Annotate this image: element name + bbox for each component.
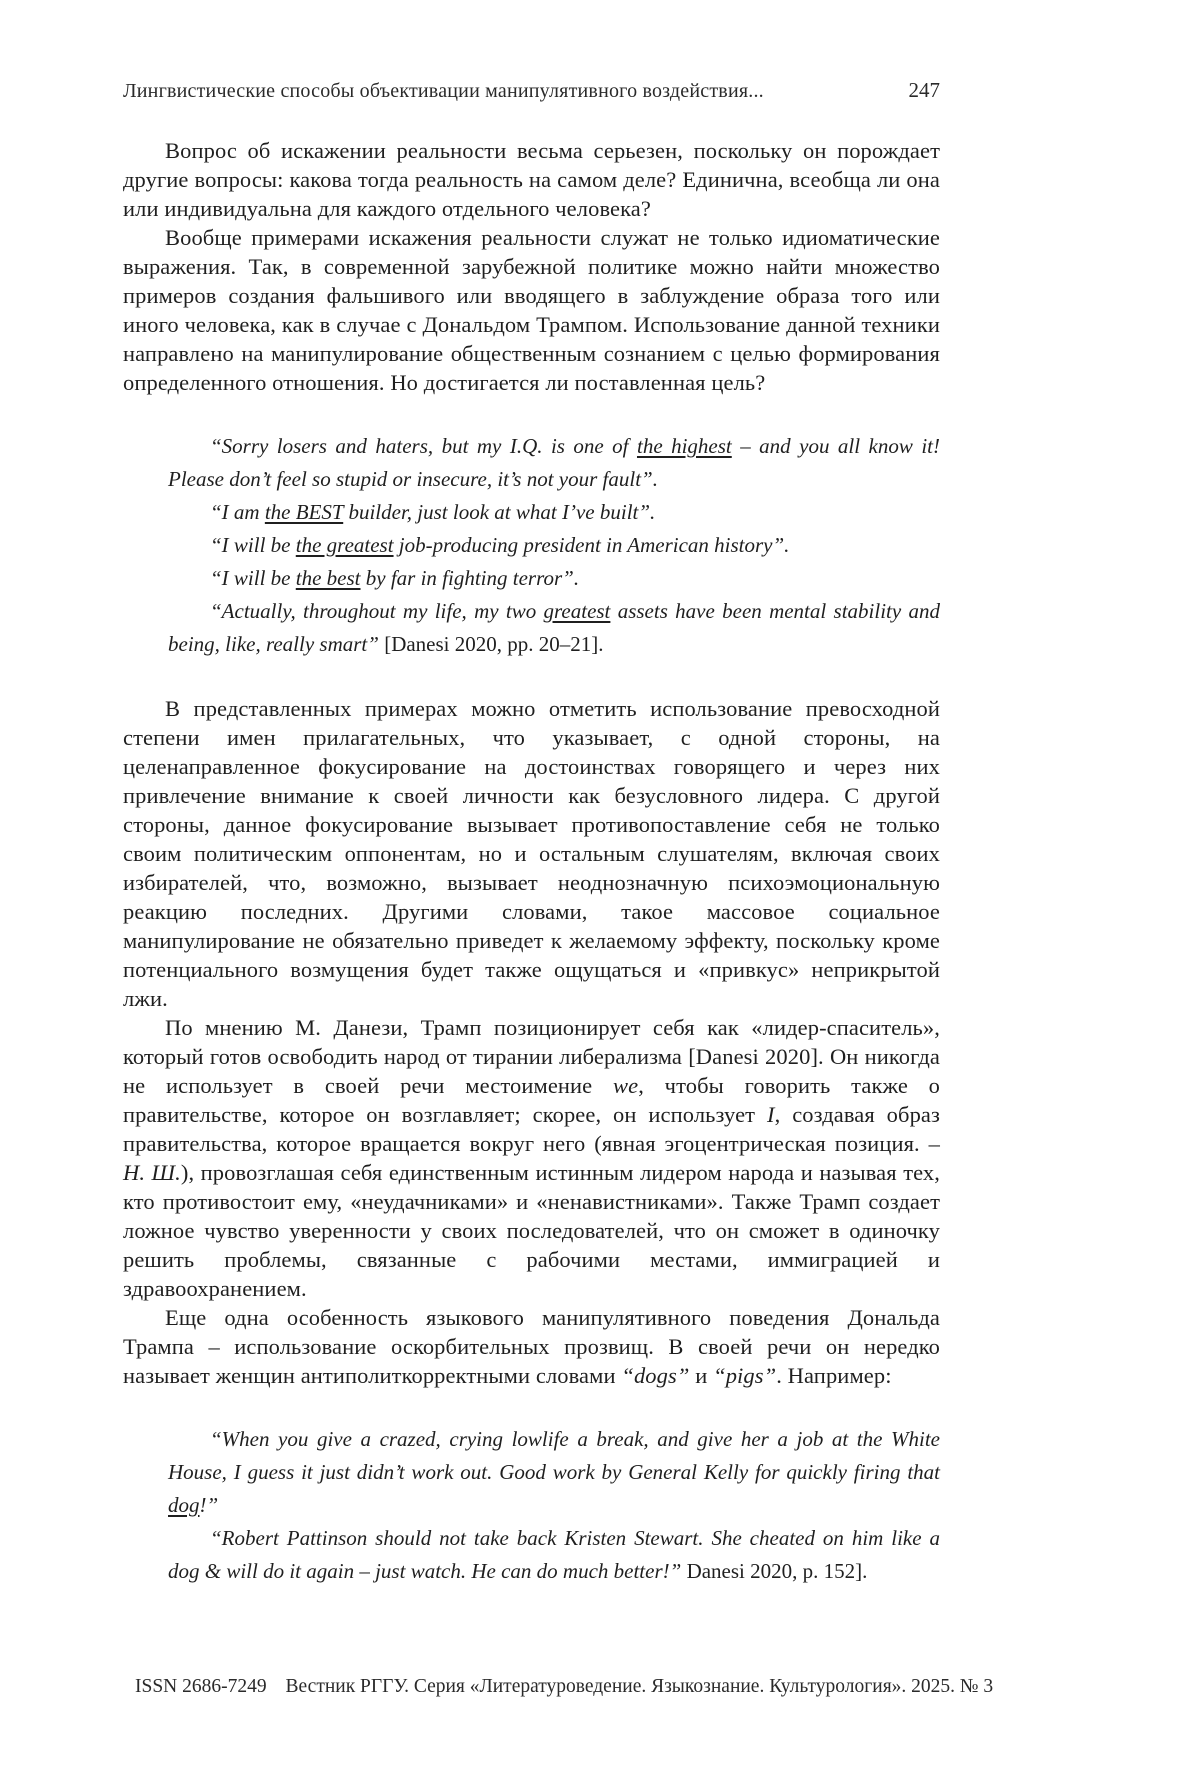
quote-paragraph bbox=[168, 595, 940, 661]
text-segment: – and you all know it! Please don’t feel so stupid or insecure, it’s not your fault”. bbox=[168, 434, 940, 491]
body-paragraph bbox=[123, 223, 940, 397]
page-footer bbox=[135, 1676, 1065, 1698]
quote-paragraph bbox=[168, 430, 940, 496]
text-segment: “I will be bbox=[210, 566, 296, 590]
text-segment: “pigs” bbox=[713, 1363, 777, 1388]
text-segment: [Danesi 2020, pp. 20–21]. bbox=[378, 632, 604, 656]
text-segment: Еще одна особенность языкового манипулятивного поведения Дональда Трампа – использование оскорбительных прозвищ. В своей речи он нередко называет женщин антиполиткорректными словами bbox=[123, 1305, 940, 1388]
text-segment: “I am bbox=[210, 500, 265, 524]
quote-paragraph bbox=[168, 496, 940, 529]
text-segment: builder, just look at what I’ve built”. bbox=[343, 500, 656, 524]
text-segment: , создавая образ правительства, которое вращается вокруг него (явная эгоцентрическая позиция. – bbox=[123, 1102, 940, 1156]
text-segment: “I will be bbox=[210, 533, 296, 557]
footer-journal-line: Вестник РГГУ. Серия «Литературоведение. Языкознание. Культурология». 2025. № 3 bbox=[285, 1676, 994, 1697]
body-paragraph bbox=[123, 136, 940, 223]
body-paragraph bbox=[123, 1013, 940, 1303]
text-segment: и bbox=[689, 1363, 714, 1388]
text-segment: Danesi 2020, p. 152]. bbox=[681, 1559, 868, 1583]
text-segment: По мнению М. Данези, Трамп позиционирует себя как «лидер-спаситель», который готов освободить народ от тирании либерализма [Danesi 2020]. Он никогда не использует в своей речи местоимение bbox=[123, 1015, 940, 1098]
footer-issn: ISSN 2686-7249 bbox=[135, 1676, 267, 1697]
text-segment: dog bbox=[168, 1493, 200, 1517]
text-segment: В представленных примерах можно отметить использование превосходной степени имен прилагательных, что указывает, с одной стороны, на целенаправленное фокусирование на достоинствах говорящего и через них привлечение внимание к своей личности как безусловного лидера. С другой стороны, данное фокусирование вызывает противопоставление себя не только своим политическим оппонентам, но и остальным слушателям, включая своих избирателей, что, возможно, вызывает неоднозначную психоэмоциональную реакцию последних. Другими словами, такое массовое социальное манипулирование не обязательно приведет к желаемому эффекту, поскольку кроме потенциального возмущения будет также ощущаться и «привкус» неприкрытой лжи. bbox=[123, 696, 940, 1011]
body-paragraph bbox=[123, 694, 940, 1013]
text-segment: “dogs” bbox=[621, 1363, 690, 1388]
text-segment: “Sorry losers and haters, but my I.Q. is one of bbox=[210, 434, 637, 458]
text-segment: the BEST bbox=[264, 500, 344, 524]
text-segment: assets have been mental stability and being, like, really smart” bbox=[168, 599, 940, 656]
text-segment: the greatest bbox=[295, 533, 394, 557]
text-segment: , чтобы говорить также о правительстве, которое он возглавляет; скорее, он использует bbox=[123, 1073, 940, 1127]
running-header bbox=[123, 78, 940, 103]
article-body bbox=[123, 136, 940, 1588]
text-segment: by far in fighting terror”. bbox=[360, 566, 580, 590]
body-paragraph bbox=[123, 1303, 940, 1390]
text-segment: Вообще примерами искажения реальности служат не только идиоматические выражения. Так, в современной зарубежной политике можно найти множество примеров создания фальшивого или вводящего в заблуждение образа того или иного человека, как в случае с Дональдом Трампом. Использование данной техники направлено на манипулирование общественным сознанием с целью формирования определенного отношения. Но достигается ли поставленная цель? bbox=[123, 225, 940, 395]
running-title: Лингвистические способы объективации манипулятивного воздействия... bbox=[123, 80, 764, 102]
quote-paragraph bbox=[168, 1522, 940, 1588]
text-segment: the highest bbox=[636, 434, 732, 458]
text-segment: . Например: bbox=[776, 1363, 892, 1388]
text-segment: !” bbox=[199, 1493, 219, 1517]
text-segment: “Actually, throughout my life, my two bbox=[210, 599, 544, 623]
text-segment: “When you give a crazed, crying lowlife a break, and give her a job at the White House, I guess it just didn’t work out. Good work by General Kelly for quickly firing that bbox=[168, 1427, 940, 1484]
text-segment: ), провозглашая себя единственным истинным лидером народа и называя тех, кто противостоит ему, «неудачниками» и «ненавистниками». Также Трамп создает ложное чувство уверенности у своих последователей, что он сможет в одиночку решить проблемы, связанные с рабочими местами, иммиграцией и здравоохранением. bbox=[123, 1160, 940, 1301]
quote-paragraph bbox=[168, 562, 940, 595]
page-number: 247 bbox=[908, 78, 940, 102]
text-segment: we bbox=[613, 1073, 639, 1098]
text-segment: “Robert Pattinson should not take back Kristen Stewart. She cheated on him like a dog & will do it again – just watch. He can do much better!” bbox=[168, 1526, 940, 1583]
text-segment: Вопрос об искажении реальности весьма серьезен, поскольку он порождает другие вопросы: какова тогда реальность на самом деле? Единична, всеобща ли она или индивидуальна для каждого отдельного человека? bbox=[123, 138, 940, 221]
text-segment: greatest bbox=[543, 599, 611, 623]
quote-paragraph bbox=[168, 1423, 940, 1522]
text-segment: job-producing president in American history”. bbox=[393, 533, 790, 557]
quote-paragraph bbox=[168, 529, 940, 562]
text-segment: Н. Ш. bbox=[123, 1160, 181, 1185]
text-segment: the best bbox=[295, 566, 361, 590]
text-segment: I bbox=[767, 1102, 775, 1127]
